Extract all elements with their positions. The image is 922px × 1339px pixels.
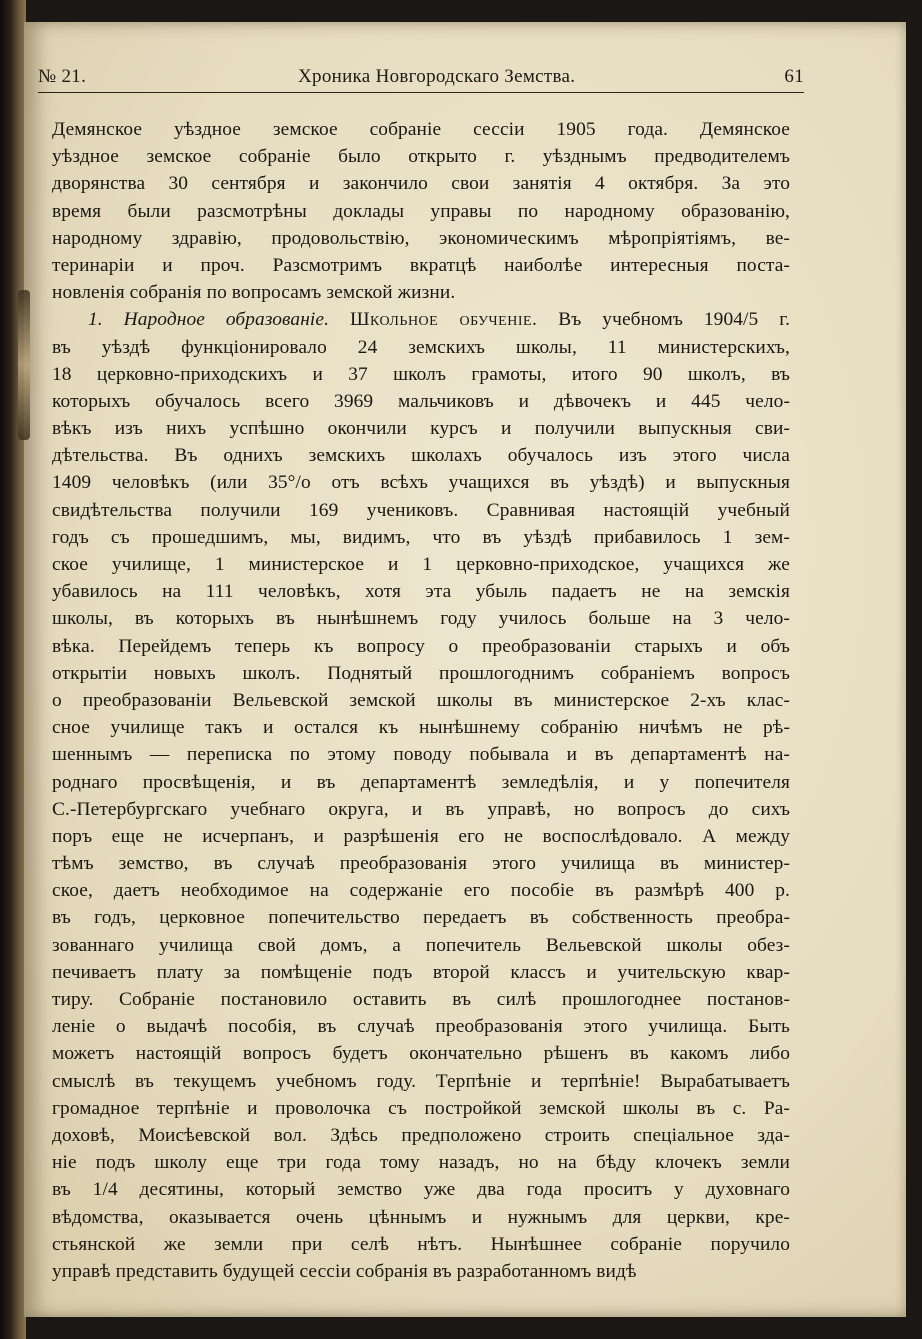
line-text: доховѣ, Моисѣевской вол. Здѣсь предположено строить спеціальное зда- [52, 1124, 790, 1146]
text-line [52, 497, 790, 524]
text-line [52, 1231, 790, 1258]
line-text: новленія собранія по вопросамъ земской жизни. [52, 282, 456, 304]
line-text: Въ учебномъ 1904/5 г. [558, 309, 790, 331]
running-header [38, 66, 804, 94]
line-text: дворянства 30 сентября и закончило свои занятія 4 октября. За это [52, 173, 790, 195]
text-line [52, 605, 790, 632]
text-line [52, 578, 790, 605]
line-text: свидѣтельства получили 169 учениковъ. Сравнивая настоящій учебный [52, 499, 790, 521]
text-line [52, 1068, 790, 1095]
line-text: управѣ представить будущей сессіи собранія въ разработанномъ видѣ [52, 1260, 637, 1282]
line-text: народному здравію, продовольствію, экономическимъ мѣропріятіямъ, ве- [52, 227, 790, 249]
text-line [52, 741, 790, 768]
line-text: громадное терпѣніе и проволочка съ постройкой земской школы въ с. Ра- [52, 1097, 790, 1119]
text-line [52, 1204, 790, 1231]
text-line [52, 1013, 790, 1040]
text-line [52, 252, 790, 279]
journal-title: Хроника Новгородскаго Земства. [298, 66, 576, 87]
issue-number: № 21. [38, 66, 87, 87]
text-line [52, 769, 790, 796]
line-text: смыслѣ въ текущемъ учебномъ году. Терпѣніе и терпѣніе! Вырабатываетъ [52, 1070, 790, 1092]
line-text: уѣздное земское собраніе было открыто г. уѣзднымъ предводителемъ [52, 146, 790, 168]
binding-edge [18, 290, 30, 440]
line-text: вѣдомства, оказывается очень цѣннымъ и нужнымъ для церкви, кре- [52, 1206, 790, 1228]
line-text: ніе подъ школу еще три года тому назадъ, но на бѣду клочекъ земли [52, 1152, 790, 1174]
text-line [52, 334, 790, 361]
line-text: ское училище, 1 министерское и 1 церковно-приходское, учащихся же [52, 554, 790, 575]
line-text: въ 1/4 десятины, который земство уже два года проситъ у духовнаго [52, 1179, 790, 1201]
line-text: шеннымъ — переписка по этому поводу побывала и въ департаментѣ на- [52, 744, 790, 766]
line-text: дѣтельства. Въ однихъ земскихъ школахъ обучалось изъ этого числа [52, 445, 790, 467]
text-line [52, 116, 790, 143]
text-line [52, 986, 790, 1013]
line-text: ское, даетъ необходимое на содержаніе его пособіе въ размѣрѣ 400 р. [52, 880, 790, 902]
line-text: годъ съ прошедшимъ, мы, видимъ, что въ уѣздѣ прибавилось 1 зем- [52, 526, 790, 548]
line-text: сное училище такъ и остался къ нынѣшнему собранію ничѣмъ не рѣ- [52, 717, 790, 739]
text-line [52, 823, 790, 850]
line-text: роднаго просвѣщенія, и въ департаментѣ земледѣлія, и у попечителя [52, 771, 790, 793]
text-line [52, 660, 790, 687]
text-line [52, 959, 790, 986]
line-text: въ уѣздѣ функціонировало 24 земскихъ школы, 11 министерскихъ, [52, 336, 790, 358]
line-text: можетъ настоящій вопросъ будетъ окончательно рѣшенъ въ какомъ либо [52, 1043, 790, 1065]
text-line [52, 1095, 790, 1122]
text-line [52, 904, 790, 931]
text-line [52, 442, 790, 469]
text-line [52, 1258, 790, 1285]
line-text: тиру. Собраніе постановило оставить въ силѣ прошлогоднее постанов- [52, 989, 790, 1010]
line-text: убавилось на 111 человѣкъ, хотя эта убыль падаетъ не на земскія [52, 581, 790, 603]
text-line [52, 1149, 790, 1176]
text-line [52, 524, 790, 551]
text-line [52, 877, 790, 904]
subsection-heading: Школьное обученіе. [349, 309, 538, 331]
line-text: печиваетъ плату за помѣщеніе подъ второй классъ и учительскую квар- [52, 961, 790, 983]
text-line [52, 306, 790, 333]
page-number: 61 [784, 66, 804, 87]
text-line [52, 170, 790, 197]
text-line [52, 198, 790, 225]
line-text: С.-Петербургскаго учебнаго округа, и въ управѣ, но вопросъ до сихъ [52, 798, 790, 820]
line-text: тѣмъ земство, въ случаѣ преобразованія этого училища въ министер- [52, 853, 790, 875]
line-text: въ годъ, церковное попечительство передаетъ въ собственность преобра- [52, 907, 790, 929]
line-text: школы, въ которыхъ въ нынѣшнемъ году училось больше на 3 чело- [52, 608, 790, 630]
line-text: время были разсмотрѣны доклады управы по народному образованію, [52, 200, 790, 222]
line-text: вѣка. Перейдемъ теперь къ вопросу о преобразованіи старыхъ и объ [52, 635, 790, 657]
text-line [52, 361, 790, 388]
text-line [52, 415, 790, 442]
text-line [52, 633, 790, 660]
text-line [52, 143, 790, 170]
text-line [52, 1176, 790, 1203]
line-text: зованнаго училища свой домъ, а попечитель Вельевской школы обез- [52, 934, 790, 956]
line-text: 18 церковно-приходскихъ и 37 школъ грамоты, итого 90 школъ, въ [52, 363, 790, 385]
line-text: о преобразованіи Вельевской земской школы въ министерское 2-хъ клас- [52, 689, 790, 711]
header-rule [38, 92, 804, 93]
line-text: 1409 человѣкъ (или 35°/о отъ всѣхъ учащихся въ уѣздѣ) и выпускныя [52, 472, 790, 494]
text-line [52, 714, 790, 741]
text-line [52, 551, 790, 578]
text-line [52, 469, 790, 496]
text-line [52, 687, 790, 714]
text-line [52, 1122, 790, 1149]
section-heading: 1. Народное образованіе. [88, 309, 330, 331]
line-text: открытіи новыхъ школъ. Поднятый прошлогоднимъ собраніемъ вопросъ [52, 662, 790, 684]
book-spine-shadow [0, 0, 26, 1339]
line-text: стьянской же земли при селѣ нѣтъ. Нынѣшнее собраніе поручило [52, 1233, 790, 1255]
line-text: вѣкъ изъ нихъ успѣшно окончили курсъ и получили выпускныя сви- [52, 418, 790, 440]
text-line [52, 225, 790, 252]
text-line [52, 1040, 790, 1067]
text-line [52, 932, 790, 959]
article-body [52, 116, 790, 1285]
line-text: Демянское уѣздное земское собраніе сессіи 1905 года. Демянское [52, 119, 790, 140]
line-text: которыхъ обучалось всего 3969 мальчиковъ и дѣвочекъ и 445 чело- [52, 390, 790, 412]
line-text: поръ еще не исчерпанъ, и разрѣшенія его не воспослѣдовало. А между [52, 825, 790, 847]
line-text: леніе о выдачѣ пособія, въ случаѣ преобразованія этого училища. Быть [52, 1016, 790, 1038]
text-line [52, 388, 790, 415]
text-line [52, 850, 790, 877]
text-line [52, 279, 790, 306]
line-text: теринаріи и проч. Разсмотримъ вкратцѣ наиболѣе интересныя поста- [52, 254, 790, 276]
text-line [52, 796, 790, 823]
